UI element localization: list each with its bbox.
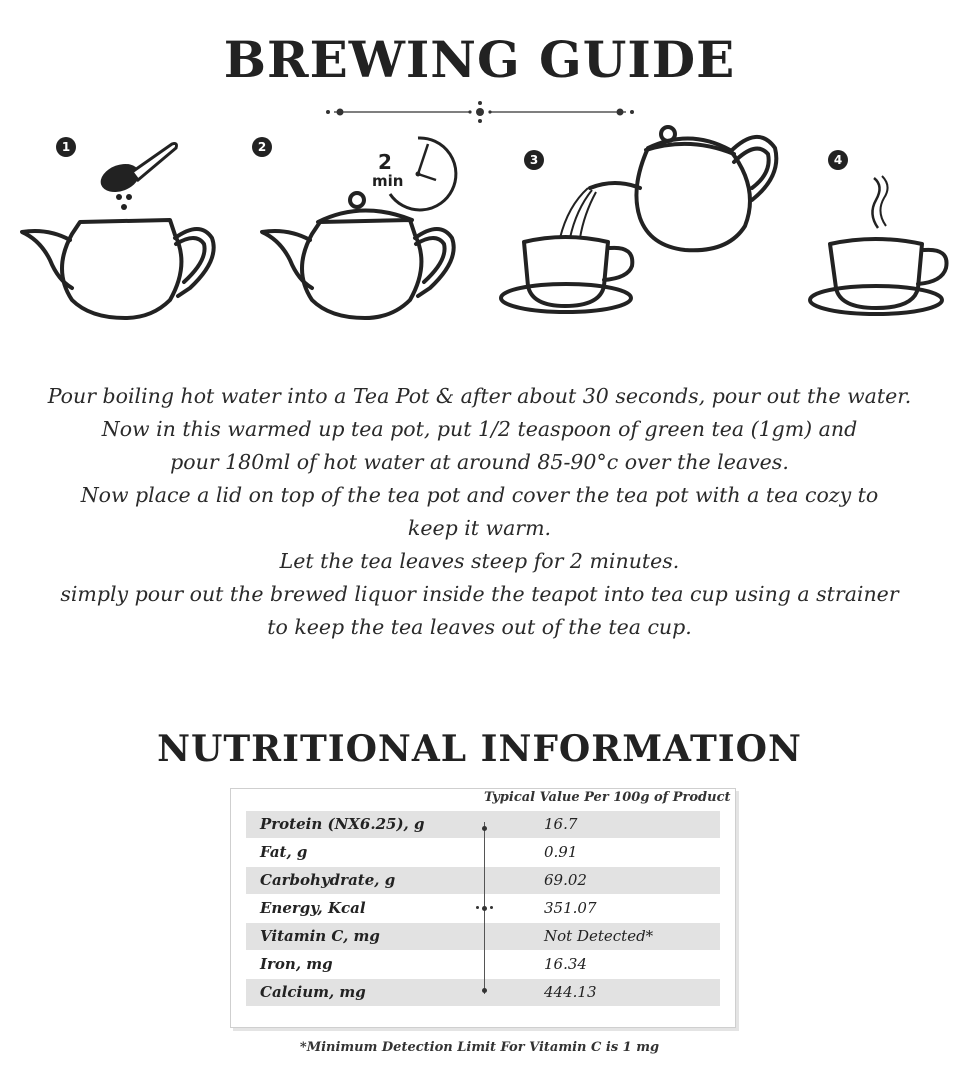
teapot-with-spoon-icon <box>0 130 240 330</box>
divider-dot <box>482 906 487 911</box>
nutrient-value: 0.91 <box>544 843 578 861</box>
timer-value: 2 <box>378 150 392 174</box>
teapot-pouring-into-cup-icon <box>490 118 790 328</box>
step-number-badge: 4 <box>828 150 848 170</box>
nutrient-name: Energy, Kcal <box>260 899 366 917</box>
nutritional-information-title: NUTRITIONAL INFORMATION <box>157 728 802 770</box>
teapot-with-timer-icon <box>240 130 480 330</box>
instruction-line: Pour boiling hot water into a Tea Pot & after about 30 seconds, pour out the water. <box>47 384 912 408</box>
nutrient-name: Fat, g <box>260 843 308 861</box>
divider-dot <box>476 906 479 909</box>
brew-step-4 <box>800 140 959 330</box>
nutrient-value: 16.34 <box>544 955 587 973</box>
brewing-guide-title: BREWING GUIDE <box>223 30 736 89</box>
vitamin-c-footnote: *Minimum Detection Limit For Vitamin C is 1 mg <box>299 1040 660 1055</box>
timer-unit: min <box>372 172 404 190</box>
divider-dot <box>482 988 487 993</box>
nutrient-value: 16.7 <box>544 815 578 833</box>
nutrient-name: Vitamin C, mg <box>260 927 380 945</box>
step-number-badge: 3 <box>524 150 544 170</box>
nutrient-value: Not Detected* <box>544 927 654 945</box>
instruction-line: simply pour out the brewed liquor inside the teapot into tea cup using a strainer <box>60 582 899 606</box>
nutrition-column-header: Typical Value Per 100g of Product <box>484 790 731 805</box>
table-row <box>246 867 720 894</box>
brewing-instructions <box>0 380 959 644</box>
nutrient-name: Iron, mg <box>260 955 333 973</box>
divider-dot <box>482 826 487 831</box>
instruction-line: Now in this warmed up tea pot, put 1/2 teaspoon of green tea (1gm) and <box>101 417 858 441</box>
instruction-line: Let the tea leaves steep for 2 minutes. <box>279 549 680 573</box>
divider-dot <box>490 906 493 909</box>
brew-step-1 <box>0 130 240 330</box>
instruction-line: pour 180ml of hot water at around 85-90°c over the leaves. <box>170 450 789 474</box>
brew-step-2 <box>240 130 480 330</box>
instruction-line: Now place a lid on top of the tea pot and cover the tea pot with a tea cozy to <box>80 483 879 507</box>
table-row <box>246 839 720 866</box>
steaming-teacup-icon <box>800 140 959 330</box>
nutrient-name: Calcium, mg <box>260 983 366 1001</box>
table-row <box>246 811 720 838</box>
instruction-line: keep it warm. <box>407 516 552 540</box>
table-row <box>246 923 720 950</box>
step-number-badge: 2 <box>252 137 272 157</box>
nutrient-value: 69.02 <box>544 871 587 889</box>
nutrient-value: 444.13 <box>544 983 597 1001</box>
step-number-badge: 1 <box>56 137 76 157</box>
brew-step-3 <box>490 118 790 328</box>
instruction-line: to keep the tea leaves out of the tea cup. <box>267 615 692 639</box>
nutrient-name: Protein (NX6.25), g <box>260 815 425 833</box>
nutrient-value: 351.07 <box>544 899 597 917</box>
table-row <box>246 951 720 978</box>
nutrient-name: Carbohydrate, g <box>260 871 396 889</box>
